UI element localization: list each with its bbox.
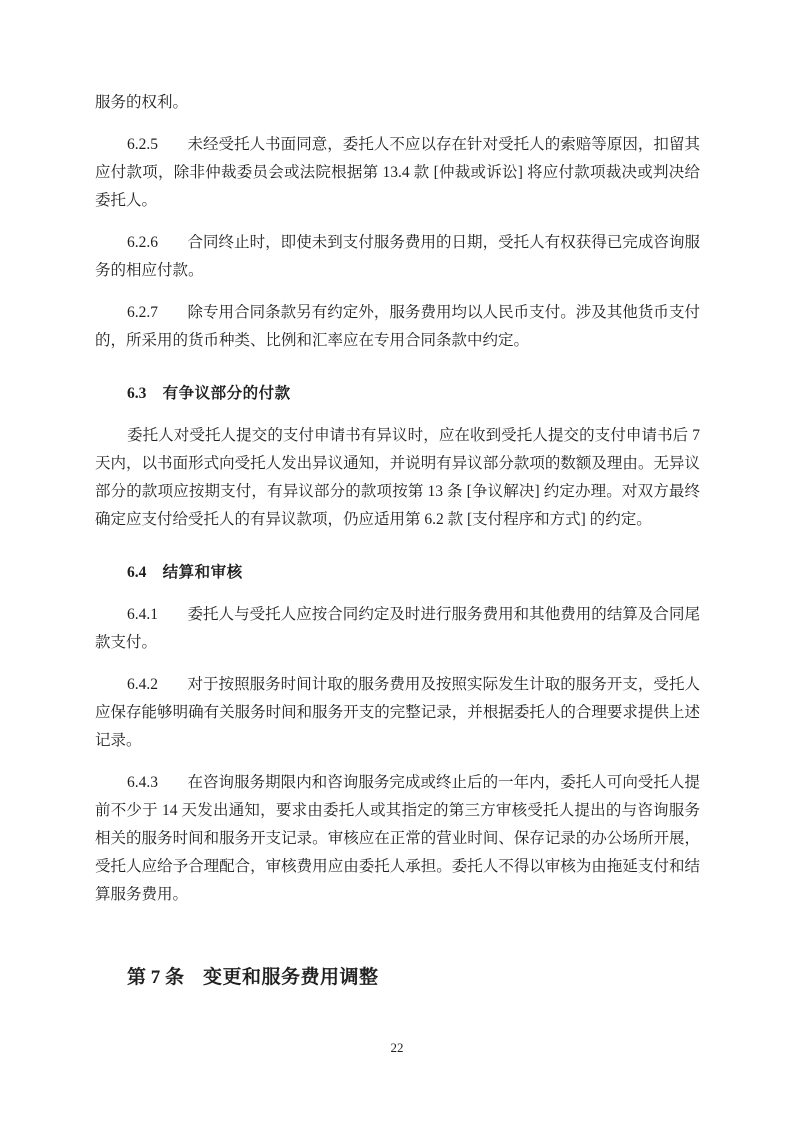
clause-paragraph bbox=[95, 299, 700, 355]
body-paragraph bbox=[95, 422, 700, 534]
clause-number: 6.2.6 bbox=[127, 234, 158, 251]
section-title: 有争议部分的付款 bbox=[162, 385, 291, 402]
paragraph-text: 委托人与受托人应按合同约定及时进行服务费用和其他费用的结算及合同尾款支付。 bbox=[95, 606, 700, 651]
clause-paragraph bbox=[95, 601, 700, 657]
clause-paragraph bbox=[95, 769, 700, 909]
chapter-number: 第 7 条 bbox=[127, 967, 185, 988]
section-number: 6.3 bbox=[127, 385, 147, 402]
clause-paragraph bbox=[95, 671, 700, 755]
chapter-heading bbox=[95, 963, 700, 993]
body-paragraph bbox=[95, 89, 700, 117]
clause-number: 6.2.5 bbox=[127, 136, 158, 153]
paragraph-text: 服务的权利。 bbox=[95, 94, 189, 111]
paragraph-text: 未经受托人书面同意，委托人不应以存在针对受托人的索赔等原因，扣留其应付款项，除非仲裁委员会或法院根据第 13.4 款 [仲裁或诉讼] 将应付款项裁决或判决给委托人。 bbox=[95, 136, 700, 209]
clause-number: 6.4.2 bbox=[127, 676, 158, 693]
clause-number: 6.4.3 bbox=[127, 774, 158, 791]
paragraph-text: 除专用合同条款另有约定外，服务费用均以人民币支付。涉及其他货币支付的，所采用的货币种类、比例和汇率应在专用合同条款中约定。 bbox=[95, 304, 700, 349]
section-title: 结算和审核 bbox=[162, 564, 243, 581]
clause-number: 6.4.1 bbox=[127, 606, 158, 623]
clause-paragraph bbox=[95, 131, 700, 215]
clause-paragraph bbox=[95, 229, 700, 285]
paragraph-text: 对于按照服务时间计取的服务费用及按照实际发生计取的服务开支，受托人应保存能够明确有关服务时间和服务开支的完整记录，并根据委托人的合理要求提供上述记录。 bbox=[95, 676, 700, 749]
paragraph-text: 委托人对受托人提交的支付申请书有异议时，应在收到受托人提交的支付申请书后 7 天内，以书面形式向受托人发出异议通知，并说明有异议部分款项的数额及理由。无异议部分的款项应按期支付，有异议部分的款项按第 13 条 [争议解决] 约定办理。对双方最终确定应支付给受托人的有异议款项，仍应适用第 6.2 款 [支付程序和方式] 的约定。 bbox=[95, 427, 700, 528]
section-heading bbox=[95, 559, 700, 587]
section-heading bbox=[95, 380, 700, 408]
paragraph-text: 合同终止时，即使未到支付服务费用的日期，受托人有权获得已完成咨询服务的相应付款。 bbox=[95, 234, 700, 279]
chapter-title: 变更和服务费用调整 bbox=[203, 967, 379, 988]
section-number: 6.4 bbox=[127, 564, 147, 581]
page-number: 22 bbox=[390, 1040, 404, 1055]
clause-number: 6.2.7 bbox=[127, 304, 158, 321]
paragraph-text: 在咨询服务期限内和咨询服务完成或终止后的一年内，委托人可向受托人提前不少于 14 天发出通知，要求由委托人或其指定的第三方审核受托人提出的与咨询服务相关的服务时间和服务开支记录。审核应在正常的营业时间、保存记录的办公场所开展，受托人应给予合理配合，审核费用应由委托人承担。委托人不得以审核为由拖延支付和结算服务费用。 bbox=[95, 774, 700, 903]
